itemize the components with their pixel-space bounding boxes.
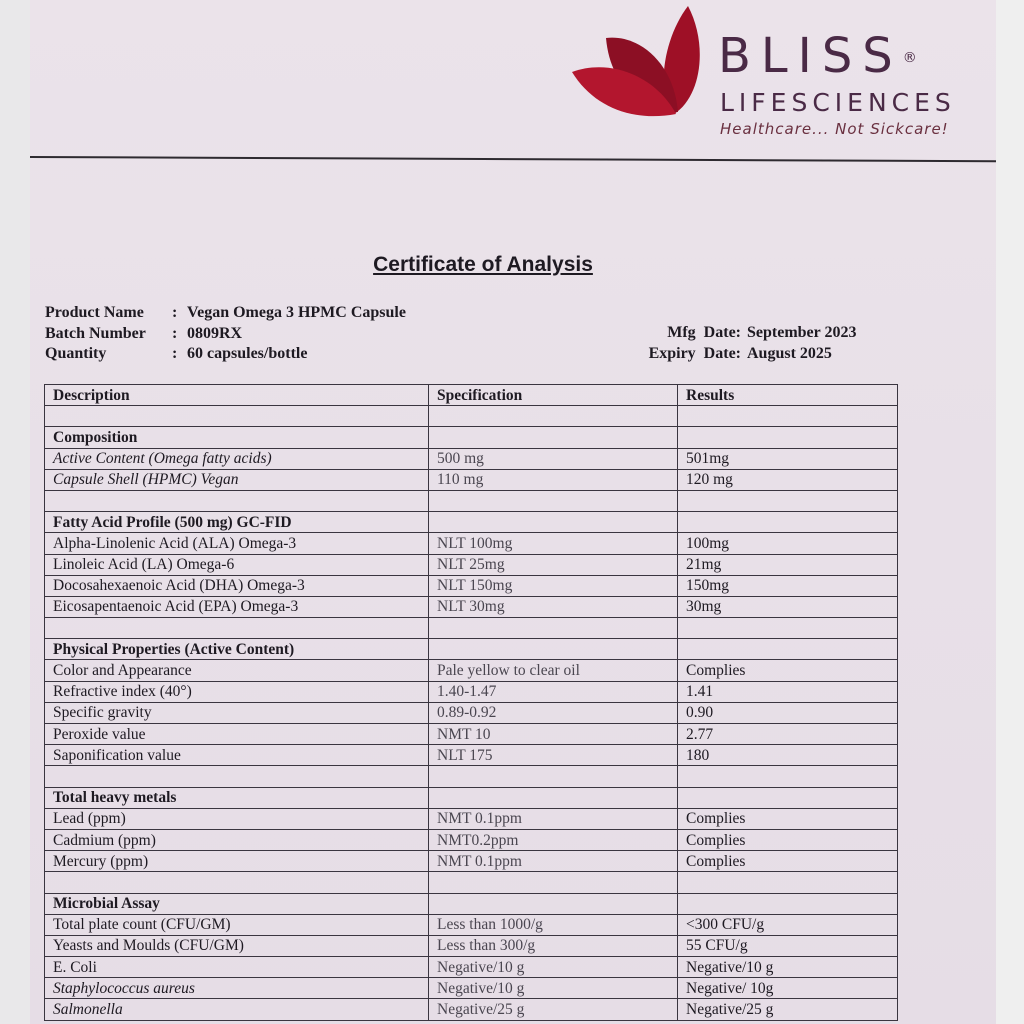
cell-description: Fatty Acid Profile (500 mg) GC-FID (45, 512, 429, 533)
table-row (45, 660, 898, 681)
cell-result: Complies (678, 660, 898, 681)
blank-row (45, 490, 898, 511)
table-row (45, 596, 898, 617)
quantity-label: Quantity (45, 345, 107, 362)
cell-specification (429, 406, 678, 427)
quantity-row (45, 344, 406, 365)
analysis-table-body (45, 385, 898, 1021)
cell-result: 55 CFU/g (678, 935, 898, 956)
cell-specification: NMT 10 (429, 724, 678, 745)
table-row (45, 575, 898, 596)
section-header-row (45, 787, 898, 808)
cell-description: Linoleic Acid (LA) Omega-6 (45, 554, 429, 575)
table-row (45, 935, 898, 956)
section-header-row (45, 639, 898, 660)
table-row (45, 914, 898, 935)
table-row (45, 999, 898, 1020)
cell-specification: Pale yellow to clear oil (429, 660, 678, 681)
brand-text: BLISS (718, 28, 903, 84)
section-header-row (45, 893, 898, 914)
batch-number-value: 0809RX (187, 324, 243, 342)
cell-result: Negative/25 g (678, 999, 898, 1020)
cell-result (678, 766, 898, 787)
cell-specification (429, 490, 678, 511)
cell-description: E. Coli (45, 957, 429, 978)
cell-result: 21mg (678, 554, 898, 575)
cell-specification: Less than 1000/g (429, 914, 678, 935)
separator: : (172, 345, 178, 362)
cell-specification: 110 mg (429, 469, 678, 490)
section-header-row (45, 512, 898, 533)
table-row (45, 724, 898, 745)
separator: : (172, 324, 178, 342)
product-name-label: Product Name (45, 304, 144, 321)
cell-description: Alpha-Linolenic Acid (ALA) Omega-3 (45, 533, 429, 554)
cell-result (678, 872, 898, 893)
cell-result: 120 mg (678, 469, 898, 490)
expiry-date-label: Expiry Date: (648, 344, 741, 362)
cell-result: 180 (678, 745, 898, 766)
table-row (45, 745, 898, 766)
cell-specification: NMT 0.1ppm (429, 851, 678, 872)
cell-specification: NLT 30mg (429, 596, 678, 617)
table-header-row (45, 385, 898, 406)
cell-description: Cadmium (ppm) (45, 829, 429, 850)
table-row (45, 702, 898, 723)
cell-specification: Less than 300/g (429, 935, 678, 956)
mfg-date-value: September 2023 (747, 324, 857, 341)
cell-description: Color and Appearance (45, 660, 429, 681)
cell-description: Mercury (ppm) (45, 851, 429, 872)
cell-description: Eicosapentaenoic Acid (EPA) Omega-3 (45, 596, 429, 617)
cell-specification: NLT 150mg (429, 575, 678, 596)
background-surface (0, 0, 30, 1024)
cell-result (678, 427, 898, 448)
cell-description: Peroxide value (45, 724, 429, 745)
cell-result: 0.90 (678, 702, 898, 723)
cell-description (45, 618, 429, 639)
separator: : (172, 304, 178, 321)
cell-description (45, 406, 429, 427)
cell-result: 501mg (678, 448, 898, 469)
analysis-table (44, 384, 898, 1021)
cell-specification: NLT 100mg (429, 533, 678, 554)
cell-result (678, 618, 898, 639)
cell-description (45, 766, 429, 787)
cell-description: Active Content (Omega fatty acids) (45, 448, 429, 469)
blank-row (45, 766, 898, 787)
document-title-wrap (0, 253, 1024, 277)
cell-result (678, 787, 898, 808)
document-title: Certificate of Analysis (373, 253, 593, 276)
blank-row (45, 872, 898, 893)
table-row (45, 554, 898, 575)
brand-tagline: Healthcare... Not Sickcare! (720, 120, 949, 138)
background-surface-right (996, 0, 1024, 1024)
cell-result: Complies (678, 808, 898, 829)
cell-description: Lead (ppm) (45, 808, 429, 829)
cell-result: Complies (678, 851, 898, 872)
table-row (45, 829, 898, 850)
batch-number-label: Batch Number (45, 324, 146, 342)
brand-name (718, 30, 917, 82)
cell-description: Yeasts and Moulds (CFU/GM) (45, 935, 429, 956)
cell-description: Total plate count (CFU/GM) (45, 914, 429, 935)
blank-row (45, 406, 898, 427)
blank-row (45, 618, 898, 639)
cell-result (678, 490, 898, 511)
cell-specification (429, 893, 678, 914)
cell-specification: NLT 25mg (429, 554, 678, 575)
cell-description: Microbial Assay (45, 893, 429, 914)
cell-result (678, 512, 898, 533)
cell-specification: Negative/10 g (429, 978, 678, 999)
cell-specification (429, 766, 678, 787)
product-name-value: Vegan Omega 3 HPMC Capsule (187, 304, 406, 321)
cell-description (45, 490, 429, 511)
table-row (45, 851, 898, 872)
cell-description (45, 872, 429, 893)
cell-result: 1.41 (678, 681, 898, 702)
cell-specification: 0.89-0.92 (429, 702, 678, 723)
cell-specification: Negative/25 g (429, 999, 678, 1020)
header-specification: Specification (429, 385, 678, 406)
cell-specification: 500 mg (429, 448, 678, 469)
cell-description: Composition (45, 427, 429, 448)
cell-description: Salmonella (45, 999, 429, 1020)
product-name-row (45, 303, 406, 324)
date-info (645, 323, 856, 364)
cell-specification: 1.40-1.47 (429, 681, 678, 702)
mfg-date-row (645, 323, 856, 344)
cell-result: 30mg (678, 596, 898, 617)
cell-result: Complies (678, 829, 898, 850)
table-row (45, 808, 898, 829)
mfg-date-label: Mfg Date: (667, 324, 741, 341)
cell-result: Negative/10 g (678, 957, 898, 978)
cell-description: Capsule Shell (HPMC) Vegan (45, 469, 429, 490)
header-results: Results (678, 385, 898, 406)
expiry-date-row (645, 344, 856, 365)
registered-mark: ® (902, 50, 917, 66)
cell-description: Refractive index (40°) (45, 681, 429, 702)
cell-description: Specific gravity (45, 702, 429, 723)
cell-result (678, 639, 898, 660)
cell-description: Docosahexaenoic Acid (DHA) Omega-3 (45, 575, 429, 596)
cell-result: Negative/ 10g (678, 978, 898, 999)
brand-subtitle: LIFESCIENCES (720, 88, 956, 117)
cell-specification (429, 512, 678, 533)
batch-number-row (45, 324, 406, 345)
cell-result (678, 893, 898, 914)
cell-specification: NMT 0.1ppm (429, 808, 678, 829)
cell-description: Physical Properties (Active Content) (45, 639, 429, 660)
table-row (45, 533, 898, 554)
cell-specification (429, 872, 678, 893)
expiry-date-value: August 2025 (747, 344, 832, 362)
header-description: Description (45, 385, 429, 406)
cell-specification (429, 787, 678, 808)
cell-description: Staphylococcus aureus (45, 978, 429, 999)
table-row (45, 957, 898, 978)
cell-result: <300 CFU/g (678, 914, 898, 935)
table-row (45, 681, 898, 702)
cell-description: Total heavy metals (45, 787, 429, 808)
table-row (45, 978, 898, 999)
cell-specification: NMT0.2ppm (429, 829, 678, 850)
cell-specification (429, 639, 678, 660)
cell-specification: NLT 175 (429, 745, 678, 766)
cell-result (678, 406, 898, 427)
cell-specification (429, 618, 678, 639)
cell-result: 2.77 (678, 724, 898, 745)
product-info (45, 303, 406, 365)
table-row (45, 469, 898, 490)
table-row (45, 448, 898, 469)
cell-specification (429, 427, 678, 448)
cell-result: 150mg (678, 575, 898, 596)
section-header-row (45, 427, 898, 448)
lotus-petals-logo-icon (570, 4, 702, 122)
cell-description: Saponification value (45, 745, 429, 766)
cell-result: 100mg (678, 533, 898, 554)
cell-specification: Negative/10 g (429, 957, 678, 978)
quantity-value: 60 capsules/bottle (187, 345, 308, 362)
